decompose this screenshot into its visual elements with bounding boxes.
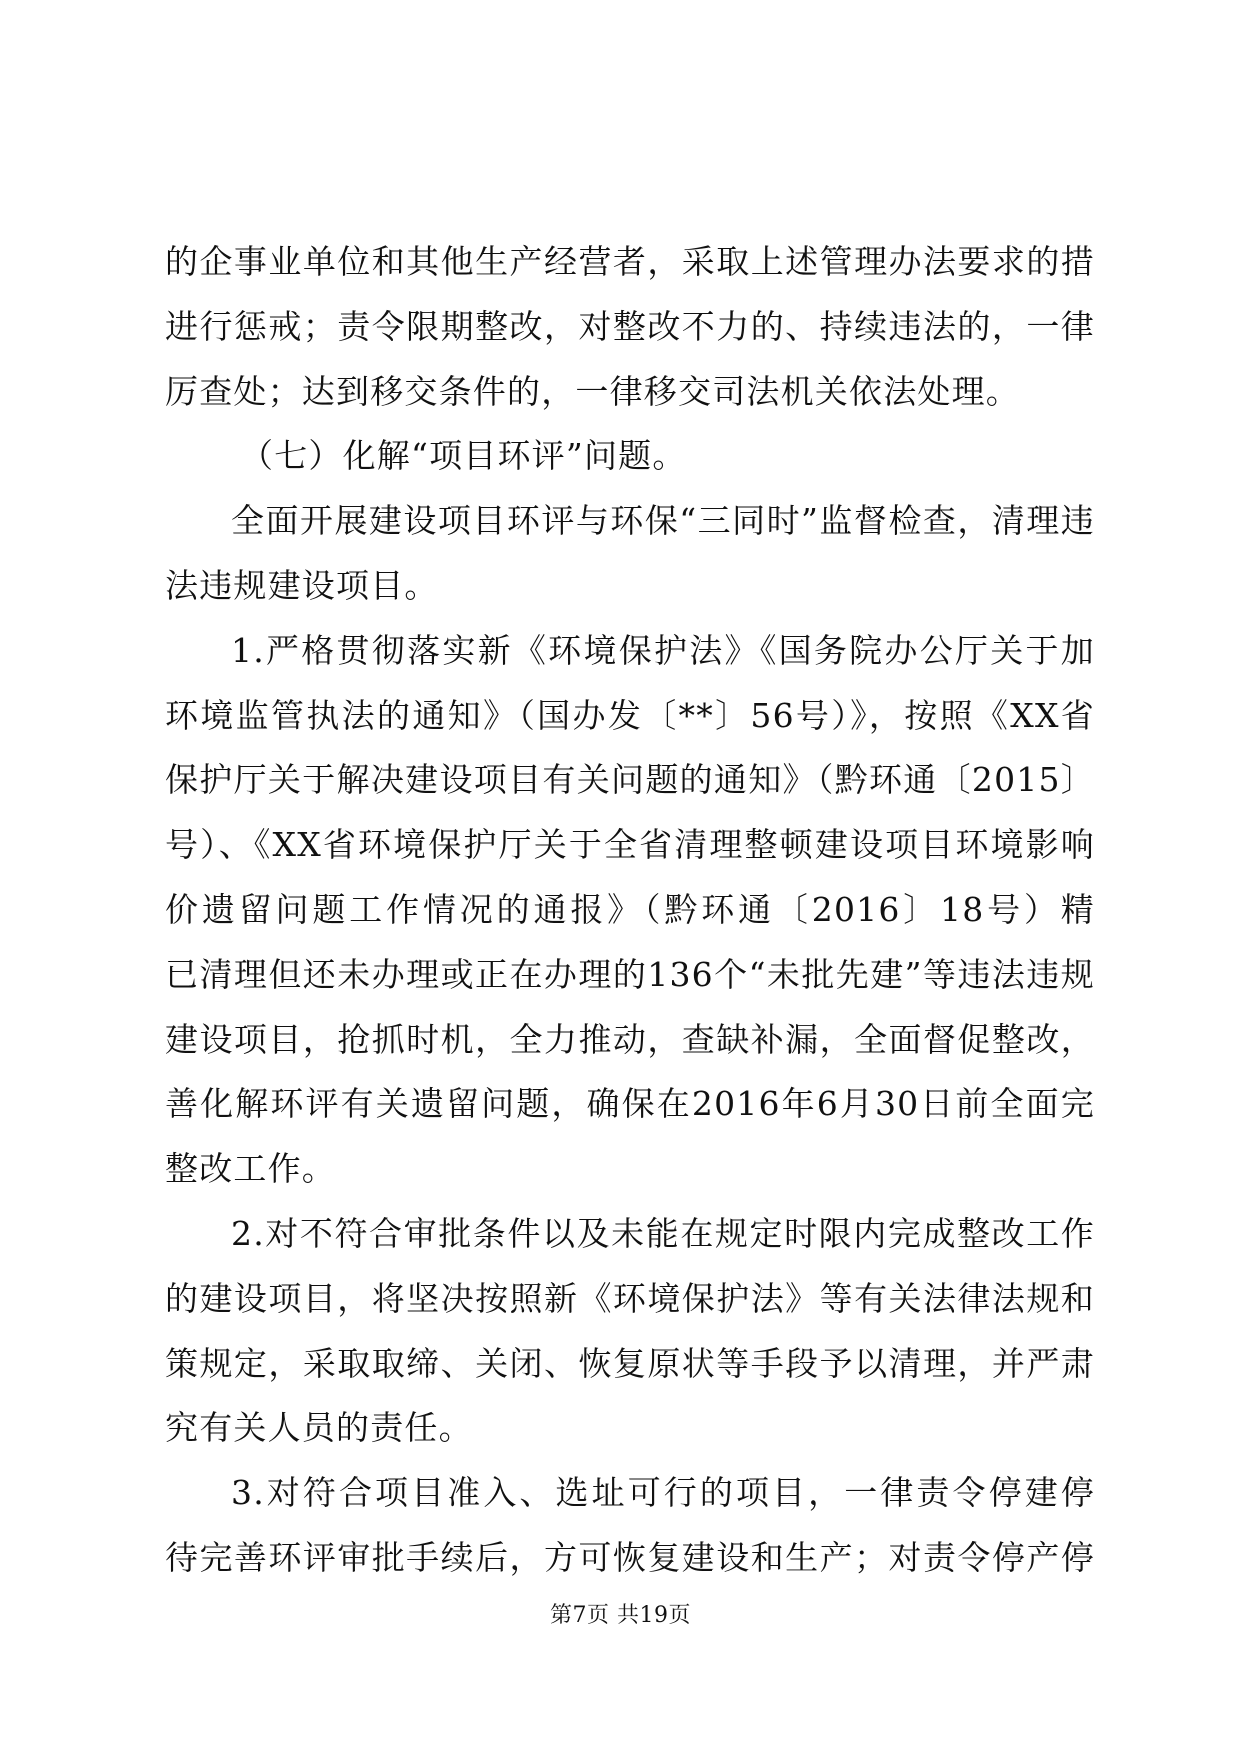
text-line: 厉查处；达到移交条件的，一律移交司法机关依法处理。 <box>165 371 1020 411</box>
section-heading: （七）化解“项目环评”问题。 <box>240 436 687 476</box>
text-line: 进行惩戒；责令限期整改，对整改不力的、持续违法的，一律 <box>165 306 1095 346</box>
text-line: 保护厅关于解决建设项目有关问题的通知》（黔环通〔2015〕 <box>165 760 1095 800</box>
document-body <box>165 230 1095 1591</box>
page-number-footer: 第7页 共19页 <box>550 1603 691 1628</box>
list-item-1-line: 1.严格贯彻落实新《环境保护法》《国务院办公厅关于加 <box>231 630 1095 670</box>
list-item-2-line: 2.对不符合审批条件以及未能在规定时限内完成整改工作 <box>231 1213 1095 1253</box>
text-line: 已清理但还未办理或正在办理的136个“未批先建”等违法违规 <box>165 954 1095 994</box>
text-line: 号）、《XX省环境保护厅关于全省清理整顿建设项目环境影响 <box>165 825 1095 865</box>
text-line: 策规定，采取取缔、关闭、恢复原状等手段予以清理，并严肃 <box>165 1343 1095 1383</box>
text-line: 善化解环评有关遗留问题，确保在2016年6月30日前全面完 <box>165 1084 1095 1124</box>
text-line: 整改工作。 <box>165 1149 336 1189</box>
text-line: 全面开展建设项目环评与环保“三同时”监督检查，清理违 <box>231 501 1095 541</box>
list-item-3-line: 3.对符合项目准入、选址可行的项目，一律责令停建停 <box>231 1473 1095 1513</box>
text-line: 的企事业单位和其他生产经营者，采取上述管理办法要求的措 <box>165 242 1095 281</box>
text-line: 的建设项目，将坚决按照新《环境保护法》等有关法律法规和 <box>165 1278 1095 1318</box>
text-line: 法违规建设项目。 <box>165 565 439 605</box>
text-line: 建设项目，抢抓时机，全力推动，查缺补漏，全面督促整改， <box>165 1019 1095 1059</box>
text-line: 待完善环评审批手续后，方可恢复建设和生产；对责令停产停 <box>165 1537 1095 1577</box>
text-line: 究有关人员的责任。 <box>165 1408 473 1448</box>
text-line: 价遗留问题工作情况的通报》（黔环通〔2016〕18号）精 <box>165 889 1095 929</box>
text-line: 环境监管执法的通知》（国办发〔**〕56号）》，按照《XX省 <box>165 695 1095 735</box>
